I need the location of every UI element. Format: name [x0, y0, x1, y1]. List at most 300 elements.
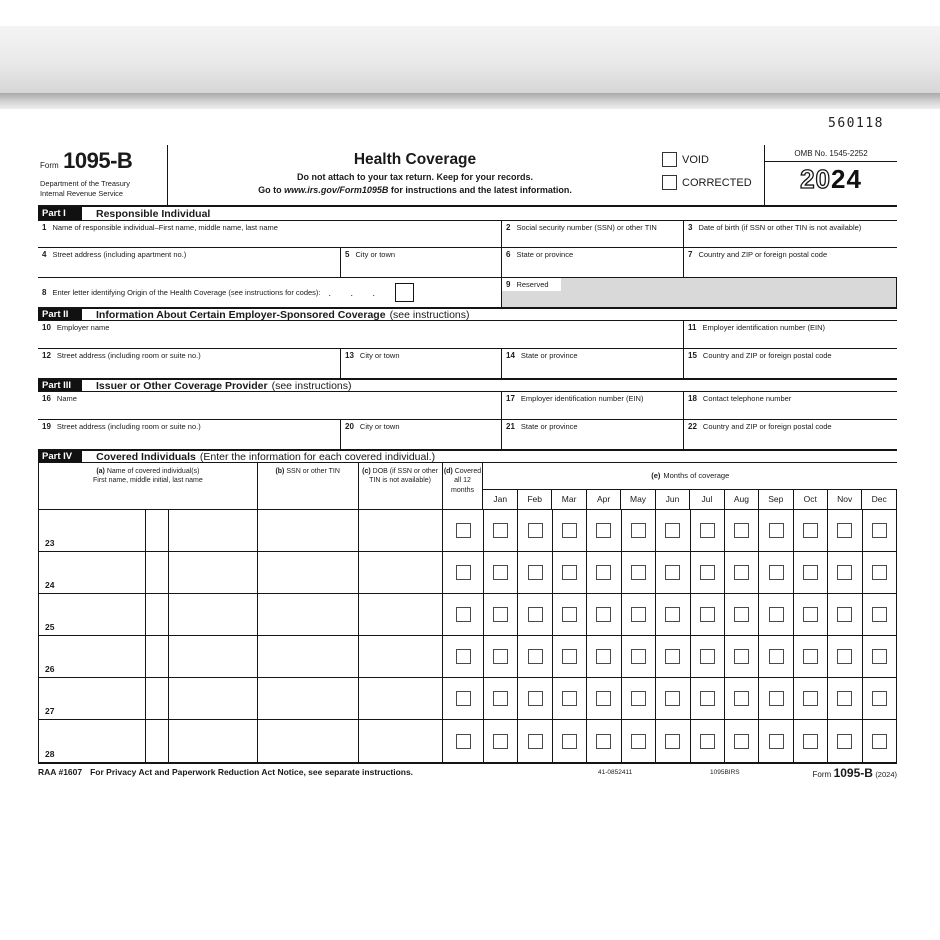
- month-checkbox-23-nov[interactable]: [837, 523, 852, 538]
- void-checkbox[interactable]: [662, 152, 677, 167]
- field-13-label: City or town: [359, 351, 400, 360]
- month-checkbox-27-apr[interactable]: [596, 691, 611, 706]
- field-16-num: 16: [42, 394, 51, 403]
- month-cell-27-nov: [828, 678, 862, 719]
- month-checkbox-24-nov[interactable]: [837, 565, 852, 580]
- void-row: [662, 152, 764, 167]
- void-corrected-block: [662, 145, 764, 205]
- month-cell-26-sep: [759, 636, 793, 677]
- field-5-city[interactable]: [341, 248, 502, 277]
- part1-bar: [38, 207, 897, 221]
- month-checkbox-26-mar[interactable]: [562, 649, 577, 664]
- month-checkbox-24-apr[interactable]: [596, 565, 611, 580]
- month-checkbox-24-sep[interactable]: [769, 565, 784, 580]
- month-cell-24-nov: [828, 552, 862, 593]
- field-1-num: 1: [42, 223, 47, 232]
- month-cell-25-mar: [553, 594, 587, 635]
- month-cell-23-dec: [863, 510, 897, 551]
- month-cell-28-jun: [656, 720, 690, 762]
- field-14-state[interactable]: [502, 349, 684, 378]
- month-cell-26-jul: [691, 636, 725, 677]
- month-cell-27-oct: [794, 678, 828, 719]
- month-checkbox-24-jul[interactable]: [700, 565, 715, 580]
- month-header-may: May: [621, 490, 655, 509]
- part2-bar: [38, 307, 897, 321]
- col-d-label: Covered all 12 months: [451, 468, 482, 494]
- covered-12months-checkbox-26[interactable]: [456, 649, 471, 664]
- field-20-num: 20: [345, 422, 354, 431]
- form-title: Health Coverage: [353, 151, 477, 168]
- month-cell-27-jul: [691, 678, 725, 719]
- month-cell-28-sep: [759, 720, 793, 762]
- void-label: VOID: [682, 153, 709, 166]
- covered-table-header: [39, 463, 897, 510]
- field-19-label: Street address (including room or suite no.): [56, 422, 201, 431]
- col-b-header: [258, 463, 359, 509]
- month-checkbox-25-nov[interactable]: [837, 607, 852, 622]
- month-cell-28-nov: [828, 720, 862, 762]
- month-cell-25-dec: [863, 594, 897, 635]
- month-cell-25-aug: [725, 594, 759, 635]
- month-checkbox-28-nov[interactable]: [837, 734, 852, 749]
- covered-ssn-field-24[interactable]: [258, 552, 359, 593]
- month-checkbox-23-may[interactable]: [631, 523, 646, 538]
- month-header-jan: Jan: [483, 490, 517, 509]
- field-15-country[interactable]: [684, 349, 897, 378]
- month-cell-27-aug: [725, 678, 759, 719]
- field-13-num: 13: [345, 351, 354, 360]
- corrected-row: [662, 175, 764, 190]
- part4-chip: Part IV: [38, 451, 82, 462]
- covered-dob-field-28[interactable]: [359, 720, 443, 762]
- form-subtitle-2: [168, 185, 662, 195]
- field-21-label: State or province: [520, 422, 578, 431]
- month-checkbox-24-jun[interactable]: [665, 565, 680, 580]
- month-checkbox-23-jul[interactable]: [700, 523, 715, 538]
- month-checkbox-24-oct[interactable]: [803, 565, 818, 580]
- month-header-apr: Apr: [587, 490, 621, 509]
- dot-leaders: . . .: [328, 287, 381, 298]
- month-checkbox-23-feb[interactable]: [528, 523, 543, 538]
- field-10-employer-name[interactable]: [38, 321, 684, 348]
- month-checkbox-28-apr[interactable]: [596, 734, 611, 749]
- month-checkbox-25-feb[interactable]: [528, 607, 543, 622]
- month-header-sep: Sep: [759, 490, 793, 509]
- form-header: [38, 145, 897, 207]
- field-11-num: 11: [688, 323, 697, 332]
- omb-year-block: [764, 145, 897, 205]
- covered-12months-cell-24: [443, 552, 484, 593]
- field-4-num: 4: [42, 250, 47, 259]
- month-cell-24-sep: [759, 552, 793, 593]
- month-checkbox-24-jan[interactable]: [493, 565, 508, 580]
- covered-individual-row-24: [39, 552, 897, 594]
- goto-prefix: Go to: [258, 185, 285, 195]
- part3-row2: [38, 420, 897, 449]
- field-3-label: Date of birth (if SSN or other TIN is not available): [698, 223, 862, 232]
- month-cell-24-jun: [656, 552, 690, 593]
- footer-form-number: 1095-B: [833, 766, 873, 780]
- month-cell-26-feb: [518, 636, 552, 677]
- month-cell-27-dec: [863, 678, 897, 719]
- covered-first-name-field-27[interactable]: [39, 678, 146, 719]
- month-checkbox-26-sep[interactable]: [769, 649, 784, 664]
- month-checkbox-26-jul[interactable]: [700, 649, 715, 664]
- month-cell-27-jan: [484, 678, 518, 719]
- month-cell-24-dec: [863, 552, 897, 593]
- covered-dob-field-25[interactable]: [359, 594, 443, 635]
- goto-suffix: for instructions and the latest information.: [388, 185, 572, 195]
- month-header-oct: Oct: [794, 490, 828, 509]
- covered-individual-row-26: [39, 636, 897, 678]
- col-d-header: [443, 463, 484, 509]
- month-cell-25-sep: [759, 594, 793, 635]
- irs-url: www.irs.gov/Form1095B: [284, 185, 389, 195]
- covered-first-name-field-28[interactable]: [39, 720, 146, 762]
- field-5-num: 5: [345, 250, 350, 259]
- covered-individual-row-23: [39, 510, 897, 552]
- col-b-tag: (b): [275, 468, 285, 475]
- field-17-ein[interactable]: [502, 392, 684, 419]
- month-checkbox-24-feb[interactable]: [528, 565, 543, 580]
- covered-12months-cell-23: [443, 510, 484, 551]
- field-15-label: Country and ZIP or foreign postal code: [702, 351, 832, 360]
- month-checkbox-23-apr[interactable]: [596, 523, 611, 538]
- month-checkbox-27-jan[interactable]: [493, 691, 508, 706]
- month-header-jul: Jul: [690, 490, 724, 509]
- row-number-25: 25: [45, 622, 55, 632]
- month-cell-26-apr: [587, 636, 621, 677]
- month-checkbox-28-may[interactable]: [631, 734, 646, 749]
- corrected-label: CORRECTED: [682, 176, 752, 189]
- month-checkbox-28-aug[interactable]: [734, 734, 749, 749]
- part4-title: [96, 451, 435, 462]
- month-checkbox-23-oct[interactable]: [803, 523, 818, 538]
- covered-12months-cell-25: [443, 594, 484, 635]
- covered-12months-checkbox-28[interactable]: [456, 734, 471, 749]
- month-checkbox-28-sep[interactable]: [769, 734, 784, 749]
- covered-ssn-field-23[interactable]: [258, 510, 359, 551]
- month-checkbox-27-aug[interactable]: [734, 691, 749, 706]
- col-e-header: [483, 463, 897, 509]
- month-checkbox-23-jan[interactable]: [493, 523, 508, 538]
- field-20-city[interactable]: [341, 420, 502, 449]
- month-checkbox-27-jun[interactable]: [665, 691, 680, 706]
- month-checkbox-25-sep[interactable]: [769, 607, 784, 622]
- covered-individual-row-27: [39, 678, 897, 720]
- covered-ssn-field-28[interactable]: [258, 720, 359, 762]
- month-cell-23-aug: [725, 510, 759, 551]
- month-checkbox-28-dec[interactable]: [872, 734, 887, 749]
- part4-bar: [38, 449, 897, 463]
- covered-last-name-field-28[interactable]: [169, 720, 258, 762]
- field-7-label: Country and ZIP or foreign postal code: [698, 250, 828, 259]
- col-c-label: DOB (if SSN or other TIN is not available): [369, 468, 439, 485]
- part3-row1: [38, 392, 897, 420]
- covered-first-name-field-25[interactable]: [39, 594, 146, 635]
- month-checkbox-26-nov[interactable]: [837, 649, 852, 664]
- covered-12months-cell-28: [443, 720, 484, 762]
- month-checkbox-27-nov[interactable]: [837, 691, 852, 706]
- field-16-label: Name: [56, 394, 77, 403]
- form-number-block: [38, 145, 168, 205]
- month-cell-23-mar: [553, 510, 587, 551]
- month-checkbox-26-jun[interactable]: [665, 649, 680, 664]
- covered-12months-checkbox-24[interactable]: [456, 565, 471, 580]
- month-cell-26-jan: [484, 636, 518, 677]
- month-checkbox-28-feb[interactable]: [528, 734, 543, 749]
- tax-year-outline: 20: [800, 164, 831, 194]
- field-9-num: 9: [506, 280, 511, 289]
- row-number-24: 24: [45, 580, 55, 590]
- covered-ssn-field-27[interactable]: [258, 678, 359, 719]
- field-12-street[interactable]: [38, 349, 341, 378]
- month-cell-23-feb: [518, 510, 552, 551]
- field-6-num: 6: [506, 250, 511, 259]
- corrected-checkbox[interactable]: [662, 175, 677, 190]
- month-checkbox-25-jan[interactable]: [493, 607, 508, 622]
- month-checkbox-25-apr[interactable]: [596, 607, 611, 622]
- month-checkbox-26-feb[interactable]: [528, 649, 543, 664]
- month-checkbox-24-aug[interactable]: [734, 565, 749, 580]
- sheet-edge-shadow-upper: [0, 26, 940, 93]
- covered-last-name-field-23[interactable]: [169, 510, 258, 551]
- month-checkbox-25-jul[interactable]: [700, 607, 715, 622]
- month-checkbox-25-may[interactable]: [631, 607, 646, 622]
- covered-last-name-field-24[interactable]: [169, 552, 258, 593]
- col-a-tag: (a): [96, 468, 105, 475]
- month-checkbox-27-sep[interactable]: [769, 691, 784, 706]
- month-checkbox-23-jun[interactable]: [665, 523, 680, 538]
- month-checkbox-28-jul[interactable]: [700, 734, 715, 749]
- month-cell-25-nov: [828, 594, 862, 635]
- month-checkbox-27-dec[interactable]: [872, 691, 887, 706]
- part1-row1: [38, 221, 897, 248]
- month-checkbox-26-apr[interactable]: [596, 649, 611, 664]
- field-15-num: 15: [688, 351, 697, 360]
- covered-ssn-field-25[interactable]: [258, 594, 359, 635]
- month-cell-28-oct: [794, 720, 828, 762]
- month-checkbox-25-aug[interactable]: [734, 607, 749, 622]
- covered-middle-initial-field-23[interactable]: [146, 510, 169, 551]
- form-title-block: [168, 145, 662, 205]
- month-checkbox-26-aug[interactable]: [734, 649, 749, 664]
- col-c-header: [359, 463, 443, 509]
- months-header-row: [483, 490, 897, 509]
- part4-title-bold: Covered Individuals: [96, 450, 196, 463]
- month-checkbox-24-dec[interactable]: [872, 565, 887, 580]
- agency-line2: Internal Revenue Service: [40, 188, 123, 198]
- field-4-street[interactable]: [38, 248, 341, 277]
- month-checkbox-24-mar[interactable]: [562, 565, 577, 580]
- month-cell-26-aug: [725, 636, 759, 677]
- privacy-notice: For Privacy Act and Paperwork Reduction Act Notice, see separate instructions.: [90, 767, 414, 777]
- field-22-label: Country and ZIP or foreign postal code: [702, 422, 832, 431]
- month-cell-25-apr: [587, 594, 621, 635]
- covered-middle-initial-field-26[interactable]: [146, 636, 169, 677]
- covered-first-name-field-26[interactable]: [39, 636, 146, 677]
- field-14-label: State or province: [520, 351, 578, 360]
- month-cell-27-feb: [518, 678, 552, 719]
- month-checkbox-23-dec[interactable]: [872, 523, 887, 538]
- part3-title: [96, 380, 352, 391]
- month-checkbox-26-dec[interactable]: [872, 649, 887, 664]
- field-10-num: 10: [42, 323, 51, 332]
- month-checkbox-27-jul[interactable]: [700, 691, 715, 706]
- covered-12months-checkbox-23[interactable]: [456, 523, 471, 538]
- covered-middle-initial-field-27[interactable]: [146, 678, 169, 719]
- covered-dob-field-24[interactable]: [359, 552, 443, 593]
- month-cell-25-may: [622, 594, 656, 635]
- tax-year-bold: 24: [831, 164, 862, 194]
- month-cell-24-apr: [587, 552, 621, 593]
- covered-12months-checkbox-25[interactable]: [456, 607, 471, 622]
- month-cell-25-oct: [794, 594, 828, 635]
- covered-table-body: [39, 510, 897, 762]
- month-header-dec: Dec: [862, 490, 896, 509]
- col-b-label: SSN or other TIN: [286, 468, 340, 475]
- field-20-label: City or town: [359, 422, 400, 431]
- part3-bar: [38, 378, 897, 392]
- covered-middle-initial-field-28[interactable]: [146, 720, 169, 762]
- month-checkbox-28-jun[interactable]: [665, 734, 680, 749]
- part2-title-note: (see instructions): [389, 308, 470, 321]
- field-17-label: Employer identification number (EIN): [520, 394, 644, 403]
- covered-middle-initial-field-25[interactable]: [146, 594, 169, 635]
- month-checkbox-23-mar[interactable]: [562, 523, 577, 538]
- form-serial-number: 560118: [828, 116, 884, 131]
- month-header-feb: Feb: [518, 490, 552, 509]
- month-cell-23-sep: [759, 510, 793, 551]
- form-subtitle-1: Do not attach to your tax return. Keep for your records.: [296, 172, 534, 182]
- month-cell-28-mar: [553, 720, 587, 762]
- field-1-name[interactable]: [38, 221, 502, 247]
- covered-last-name-field-25[interactable]: [169, 594, 258, 635]
- field-3-num: 3: [688, 223, 693, 232]
- reserved-chip: [502, 278, 561, 291]
- covered-middle-initial-field-24[interactable]: [146, 552, 169, 593]
- month-checkbox-24-may[interactable]: [631, 565, 646, 580]
- form-footer: [38, 762, 897, 782]
- covered-last-name-field-27[interactable]: [169, 678, 258, 719]
- field-21-num: 21: [506, 422, 515, 431]
- month-checkbox-27-feb[interactable]: [528, 691, 543, 706]
- field-18-label: Contact telephone number: [702, 394, 792, 403]
- field-3-dob[interactable]: [684, 221, 897, 247]
- month-checkbox-27-mar[interactable]: [562, 691, 577, 706]
- month-checkbox-28-mar[interactable]: [562, 734, 577, 749]
- form-number: 1095-B: [63, 148, 133, 173]
- field-10-label: Employer name: [56, 323, 110, 332]
- month-cell-24-jul: [691, 552, 725, 593]
- month-cell-24-may: [622, 552, 656, 593]
- tax-year: [765, 162, 897, 195]
- printer-code: RAA #1607: [38, 767, 83, 777]
- col-a-line2: First name, middle initial, last name: [93, 477, 203, 485]
- covered-last-name-field-26[interactable]: [169, 636, 258, 677]
- col-a-line1: Name of covered individual(s): [106, 468, 200, 475]
- field-22-country[interactable]: [684, 420, 897, 449]
- covered-12months-cell-26: [443, 636, 484, 677]
- month-cell-26-mar: [553, 636, 587, 677]
- month-cell-27-apr: [587, 678, 621, 719]
- field-6-state[interactable]: [502, 248, 684, 277]
- covered-12months-checkbox-27[interactable]: [456, 691, 471, 706]
- month-checkbox-25-oct[interactable]: [803, 607, 818, 622]
- field-16-name[interactable]: [38, 392, 502, 419]
- field-11-ein[interactable]: [684, 321, 897, 348]
- month-checkbox-23-aug[interactable]: [734, 523, 749, 538]
- month-header-jun: Jun: [656, 490, 690, 509]
- month-checkbox-25-jun[interactable]: [665, 607, 680, 622]
- covered-individual-row-28: [39, 720, 897, 762]
- month-checkbox-23-sep[interactable]: [769, 523, 784, 538]
- month-cell-24-aug: [725, 552, 759, 593]
- field-19-street[interactable]: [38, 420, 341, 449]
- covered-first-name-field-24[interactable]: [39, 552, 146, 593]
- month-cell-26-dec: [863, 636, 897, 677]
- month-checkbox-26-may[interactable]: [631, 649, 646, 664]
- covered-first-name-field-23[interactable]: [39, 510, 146, 551]
- field-12-label: Street address (including room or suite no.): [56, 351, 201, 360]
- field-21-state[interactable]: [502, 420, 684, 449]
- month-checkbox-27-may[interactable]: [631, 691, 646, 706]
- month-checkbox-26-oct[interactable]: [803, 649, 818, 664]
- month-cell-27-may: [622, 678, 656, 719]
- sheet-edge-shadow: [0, 93, 940, 109]
- footer-form-year: (2024): [875, 770, 897, 779]
- covered-dob-field-26[interactable]: [359, 636, 443, 677]
- field-12-num: 12: [42, 351, 51, 360]
- month-cell-24-feb: [518, 552, 552, 593]
- covered-dob-field-23[interactable]: [359, 510, 443, 551]
- covered-12months-cell-27: [443, 678, 484, 719]
- footer-stock-code: 1095BIRS: [710, 769, 740, 776]
- month-checkbox-25-mar[interactable]: [562, 607, 577, 622]
- month-cell-23-jan: [484, 510, 518, 551]
- month-checkbox-25-dec[interactable]: [872, 607, 887, 622]
- covered-ssn-field-26[interactable]: [258, 636, 359, 677]
- month-cell-26-may: [622, 636, 656, 677]
- field-7-country[interactable]: [684, 248, 897, 277]
- month-cell-23-nov: [828, 510, 862, 551]
- month-cell-24-jan: [484, 552, 518, 593]
- month-checkbox-28-oct[interactable]: [803, 734, 818, 749]
- month-cell-25-jan: [484, 594, 518, 635]
- field-2-ssn[interactable]: [502, 221, 684, 247]
- part2-row1: [38, 321, 897, 349]
- field-2-num: 2: [506, 223, 511, 232]
- footer-left: [38, 767, 413, 777]
- covered-dob-field-27[interactable]: [359, 678, 443, 719]
- field-19-num: 19: [42, 422, 51, 431]
- origin-code-box[interactable]: [395, 283, 414, 302]
- row-number-26: 26: [45, 664, 55, 674]
- part1-chip: Part I: [38, 207, 82, 220]
- field-18-phone[interactable]: [684, 392, 897, 419]
- month-cell-25-feb: [518, 594, 552, 635]
- month-checkbox-26-jan[interactable]: [493, 649, 508, 664]
- month-cell-26-jun: [656, 636, 690, 677]
- covered-individuals-table: [38, 463, 897, 762]
- field-14-num: 14: [506, 351, 515, 360]
- month-checkbox-27-oct[interactable]: [803, 691, 818, 706]
- month-checkbox-28-jan[interactable]: [493, 734, 508, 749]
- field-13-city[interactable]: [341, 349, 502, 378]
- field-5-label: City or town: [355, 250, 396, 259]
- month-cell-28-jul: [691, 720, 725, 762]
- field-9-reserved: [502, 278, 897, 307]
